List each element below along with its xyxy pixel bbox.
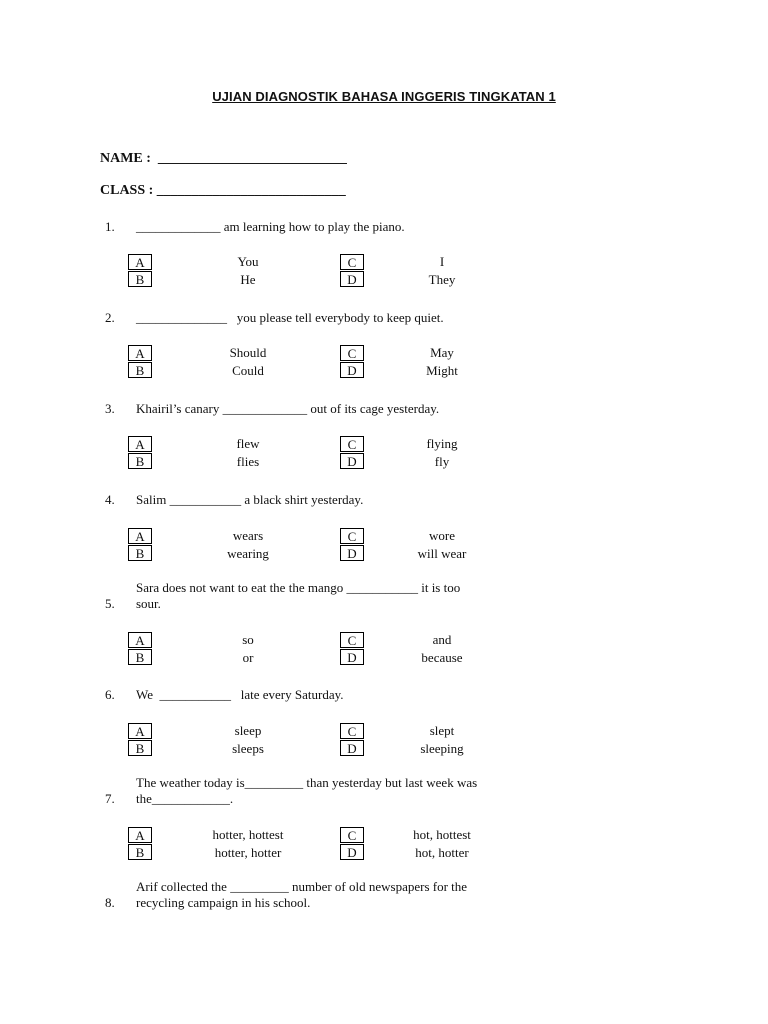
question-text: Khairil’s canary _____________ out of its cage yesterday.	[136, 401, 440, 416]
option-a-text: You	[237, 254, 259, 269]
option-c-text: slept	[429, 723, 455, 738]
option-d-box[interactable]: D	[340, 362, 364, 378]
option-c-text: flying	[426, 436, 458, 451]
option-a-box[interactable]: A	[128, 528, 152, 544]
option-a-text: so	[242, 632, 254, 647]
option-c-box[interactable]: C	[340, 528, 364, 544]
option-c-text: hot, hottest	[413, 827, 471, 842]
option-a-box[interactable]: A	[128, 254, 152, 270]
option-c-text: wore	[429, 528, 455, 543]
option-a-text: wears	[232, 528, 264, 543]
question-text: We ___________ late every Saturday.	[136, 687, 344, 702]
option-c-box[interactable]: C	[340, 827, 364, 843]
question-number: 8.	[105, 895, 115, 910]
option-d-text: They	[428, 272, 456, 287]
option-b-text: flies	[236, 454, 260, 469]
option-c-box[interactable]: C	[340, 254, 364, 270]
option-d-box[interactable]: D	[340, 271, 364, 287]
option-d-text: hot, hotter	[415, 845, 469, 860]
option-b-box[interactable]: B	[128, 271, 152, 287]
options-5	[128, 632, 488, 668]
options-7	[128, 827, 488, 863]
option-a-text: hotter, hottest	[212, 827, 284, 842]
question-number: 1.	[105, 219, 115, 234]
options-1	[128, 254, 488, 290]
option-c-box[interactable]: C	[340, 723, 364, 739]
option-d-text: because	[421, 650, 463, 665]
option-b-box[interactable]: B	[128, 649, 152, 665]
option-c-box[interactable]: C	[340, 632, 364, 648]
option-d-text: Might	[426, 363, 458, 378]
question-text: Salim ___________ a black shirt yesterday.	[136, 492, 364, 507]
option-a-box[interactable]: A	[128, 632, 152, 648]
option-b-text: hotter, hotter	[214, 845, 282, 860]
option-a-text: flew	[236, 436, 260, 451]
exam-title: UJIAN DIAGNOSTIK BAHASA INGGERIS TINGKATAN 1	[212, 89, 556, 104]
option-b-box[interactable]: B	[128, 362, 152, 378]
option-a-box[interactable]: A	[128, 827, 152, 843]
name-field[interactable]: NAME : ___________________________	[100, 151, 347, 166]
question-number: 7.	[105, 791, 115, 806]
option-c-text: May	[430, 345, 454, 360]
option-a-text: Should	[229, 345, 267, 360]
options-4	[128, 528, 488, 564]
option-a-box[interactable]: A	[128, 345, 152, 361]
class-field[interactable]: CLASS : ___________________________	[100, 183, 346, 198]
question-number: 4.	[105, 492, 115, 507]
option-c-box[interactable]: C	[340, 436, 364, 452]
question-number: 2.	[105, 310, 115, 325]
options-6	[128, 723, 488, 759]
options-3	[128, 436, 488, 472]
option-d-box[interactable]: D	[340, 453, 364, 469]
option-b-box[interactable]: B	[128, 545, 152, 561]
question-number: 6.	[105, 687, 115, 702]
option-b-box[interactable]: B	[128, 453, 152, 469]
options-2	[128, 345, 488, 381]
option-b-text: Could	[232, 363, 264, 378]
option-a-box[interactable]: A	[128, 723, 152, 739]
option-d-box[interactable]: D	[340, 844, 364, 860]
option-b-text: wearing	[227, 546, 269, 561]
option-a-text: sleep	[234, 723, 262, 738]
option-d-box[interactable]: D	[340, 740, 364, 756]
option-c-box[interactable]: C	[340, 345, 364, 361]
option-d-text: sleeping	[420, 741, 464, 756]
option-d-box[interactable]: D	[340, 649, 364, 665]
question-text: Arif collected the _________ number of old newspapers for the recycling campaign in his school.	[136, 879, 468, 910]
option-b-box[interactable]: B	[128, 740, 152, 756]
question-number: 3.	[105, 401, 115, 416]
option-b-text: sleeps	[232, 741, 264, 756]
option-a-box[interactable]: A	[128, 436, 152, 452]
option-b-text: or	[242, 650, 254, 665]
option-c-text: and	[432, 632, 452, 647]
option-d-text: fly	[434, 454, 450, 469]
option-d-text: will wear	[417, 546, 467, 561]
option-b-text: He	[240, 272, 256, 287]
option-b-box[interactable]: B	[128, 844, 152, 860]
question-number: 5.	[105, 596, 115, 611]
question-text: _____________ am learning how to play the piano.	[136, 219, 405, 234]
question-text: The weather today is_________ than yesterday but last week was the____________.	[136, 775, 478, 806]
option-d-box[interactable]: D	[340, 545, 364, 561]
question-text: ______________ you please tell everybody to keep quiet.	[136, 310, 444, 325]
option-c-text: I	[439, 254, 445, 269]
question-text: Sara does not want to eat the the mango ___________ it is too sour.	[136, 580, 461, 611]
